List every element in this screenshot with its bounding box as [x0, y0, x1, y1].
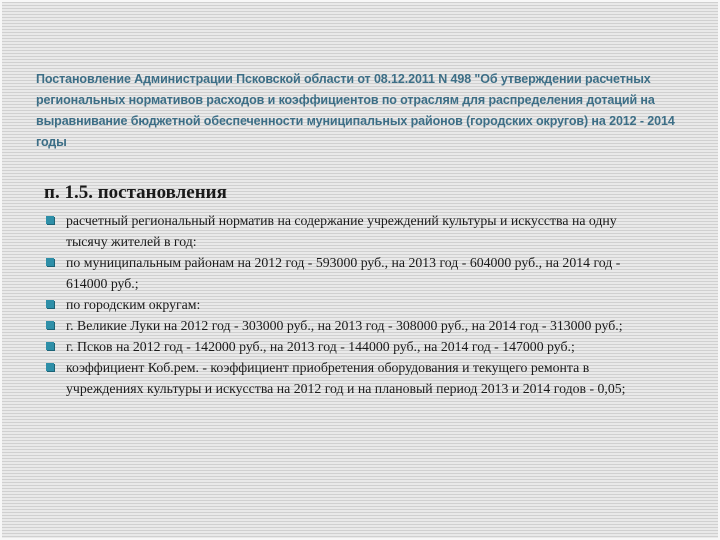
square-bullet-icon: [46, 300, 54, 308]
list-item-text: г. Псков на 2012 год - 142000 руб., на 2013 год - 144000 руб., на 2014 год - 147000 руб.;: [66, 339, 575, 354]
bullet-list: [46, 210, 658, 399]
slide-title: Постановление Администрации Псковской области от 08.12.2011 N 498 "Об утверждении расчетных региональных нормативов расходов и коэффициентов по отраслям для распределения дотаций на выравнивание бюджетной обеспеченности муниципальных районов (городских округов) на 2012 - 2014 годы: [36, 72, 675, 149]
list-item: [46, 336, 658, 357]
list-item-text: г. Великие Луки на 2012 год - 303000 руб., на 2013 год - 308000 руб., на 2014 год - 313000 руб.;: [66, 318, 623, 333]
section-heading: п. 1.5. постановления: [44, 182, 227, 203]
list-item: [46, 357, 658, 399]
square-bullet-icon: [46, 321, 54, 329]
list-item: [46, 210, 658, 252]
list-item: [46, 294, 658, 315]
list-item: [46, 252, 658, 294]
square-bullet-icon: [46, 342, 54, 350]
list-item: [46, 315, 658, 336]
square-bullet-icon: [46, 363, 54, 371]
square-bullet-icon: [46, 216, 54, 224]
list-item-text: коэффициент Коб.рем. - коэффициент приобретения оборудования и текущего ремонта в учреждениях культуры и искусства на 2012 год и на плановый период 2013 и 2014 годов - 0,05;: [66, 360, 626, 396]
square-bullet-icon: [46, 258, 54, 266]
list-item-text: расчетный региональный норматив на содержание учреждений культуры и искусства на одну тысячу жителей в год:: [66, 213, 617, 249]
list-item-text: по городским округам:: [66, 297, 201, 312]
list-item-text: по муниципальным районам на 2012 год - 593000 руб., на 2013 год - 604000 руб., на 2014 год - 614000 руб.;: [66, 255, 621, 291]
